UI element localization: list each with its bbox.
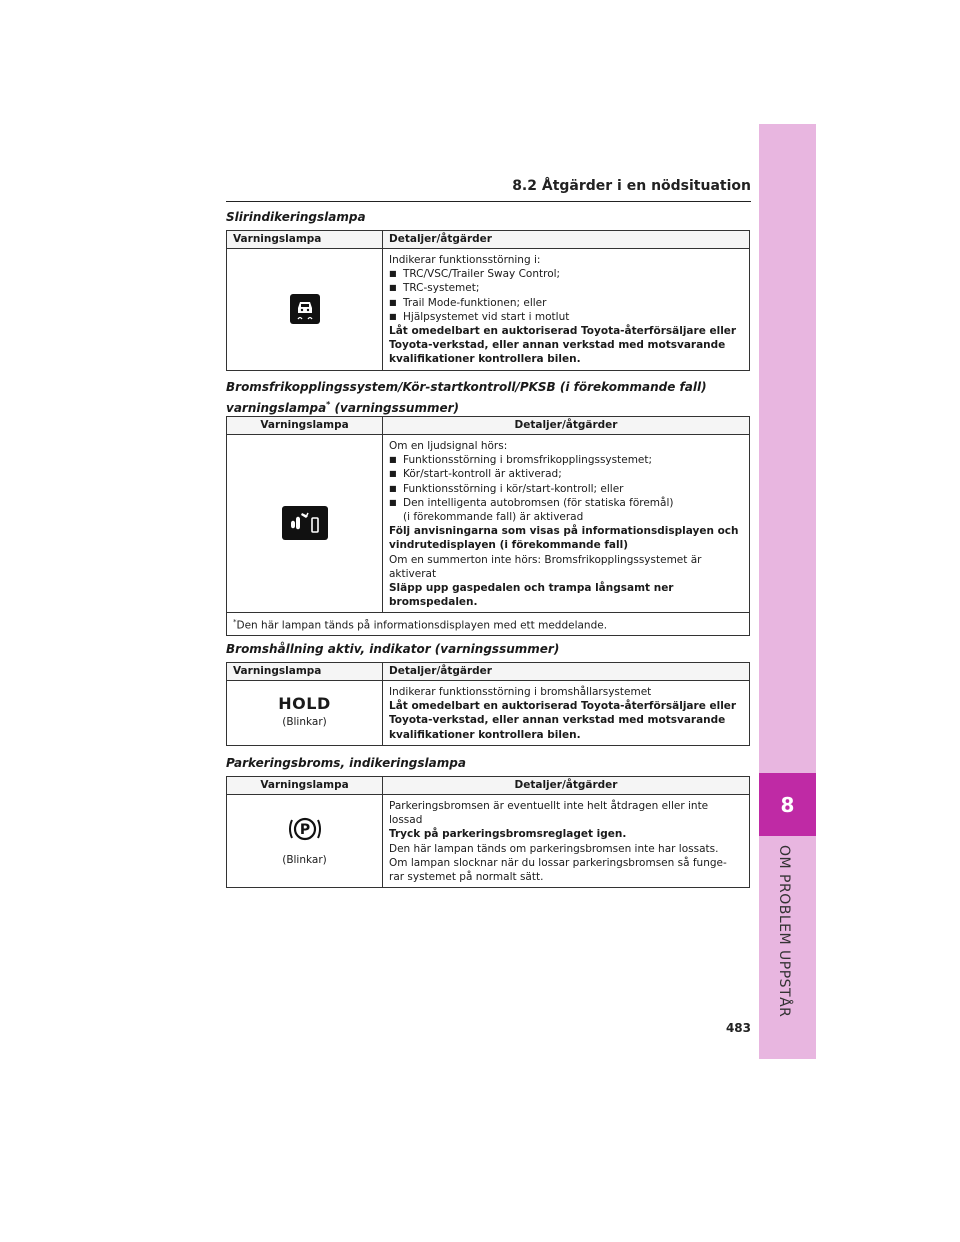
title-line: varningslampa [226,401,327,415]
footnote-marker: * [233,618,237,627]
detail-bullet: ■ Kör/start-kontroll är aktiverad; [389,467,743,481]
detail-bold: kvalifikationer kontrollera bilen. [389,728,581,741]
detail-text: Indikerar funktionsstörning i bromshållarsystemet [389,686,652,698]
detail-text: Om en summerton inte hörs: Bromsfrikopplingssystemet är [389,553,702,566]
chapter-label: OM PROBLEM UPPSTÅR [776,845,792,1018]
detail-bullet: ■ Funktionsstörning i kör/start-kontroll; eller [389,482,743,496]
chapter-number: 8 [759,773,816,836]
detail-bold: Tryck på parkeringsbromsreglaget igen. [389,828,627,841]
table-brake-release [226,416,750,636]
detail-text: Om en ljudsignal hörs: [389,440,508,452]
detail-bold: Låt omedelbart en auktoriserad Toyota-återförsäljare eller [389,325,737,338]
detail-bold: kvalifikationer kontrollera bilen. [389,353,581,366]
detail-text: Den här lampan tänds om parkeringsbromsen inte har lossats. [389,842,719,855]
lamp-cell [227,249,383,371]
section-title-slip: Slirindikeringslampa [226,210,366,224]
table-slip [226,230,750,371]
detail-bold: Toyota-verkstad, eller annan verkstad med motsvarande [389,339,726,352]
details-cell [383,249,750,371]
detail-bullet: ■ Funktionsstörning i bromsfrikopplingssystemet; [389,453,743,467]
detail-bold: Släpp upp gaspedalen och trampa långsamt ner [389,582,674,595]
detail-text: aktiverat [389,567,437,580]
table-footnote [227,613,750,636]
detail-bullet-continued: (i förekommande fall) är aktiverad [403,511,584,524]
col-header-details: Detaljer/åtgärder [383,417,750,435]
details-cell [383,681,750,746]
footnote-marker: * [326,400,331,409]
detail-bold: Följ anvisningarna som visas på informationsdisplayen och [389,525,739,538]
section-heading: 8.2 Åtgärder i en nödsituation [512,178,751,194]
parking-brake-icon [288,815,322,847]
section-title-parking-brake: Parkeringsbroms, indikeringslampa [226,756,466,770]
title-line: (varningssummer) [330,401,460,415]
col-header-details: Detaljer/åtgärder [383,231,750,249]
svg-text:P: P [299,821,310,838]
detail-text: Parkeringsbromsen är eventuellt inte helt åtdragen eller inte [389,800,709,812]
col-header-lamp: Varningslampa [227,417,383,435]
detail-text: rar systemet på normalt sätt. [389,871,544,884]
detail-bullet: ■ TRC-systemet; [389,281,743,295]
detail-bullet: ■ Trail Mode-funktionen; eller [389,296,743,310]
detail-text: Indikerar funktionsstörning i: [389,254,541,266]
lamp-cell [227,795,383,888]
slip-indicator-icon [290,294,320,324]
detail-bold: Toyota-verkstad, eller annan verkstad med motsvarande [389,714,726,727]
detail-text: lossad [389,814,423,827]
detail-bold: bromspedalen. [389,596,478,609]
section-title-brake-release [226,379,766,417]
detail-bullet: ■ TRC/VSC/Trailer Sway Control; [389,267,743,281]
col-header-details: Detaljer/åtgärder [383,663,750,681]
detail-bullet: ■ Den intelligenta autobromsen (för statiska föremål) [389,496,743,510]
hold-indicator-icon: HOLD [278,693,331,713]
lamp-note: (Blinkar) [282,854,327,867]
details-cell [383,795,750,888]
table-parking-brake [226,776,750,888]
detail-bullet: ■ Hjälpsystemet vid start i motlut [389,310,743,324]
pedal-warning-icon [282,506,328,540]
footnote-text: Den här lampan tänds på informationsdisplayen med ett meddelande. [236,619,608,632]
section-title-brake-hold: Bromshållning aktiv, indikator (varningssummer) [226,642,560,656]
lamp-cell [227,681,383,746]
detail-bold: vindrutedisplayen (i förekommande fall) [389,539,629,552]
lamp-note: (Blinkar) [282,715,327,728]
page-header [226,178,751,202]
lamp-cell [227,435,383,613]
col-header-lamp: Varningslampa [227,777,383,795]
page-number: 483 [725,1021,751,1035]
detail-bold: Låt omedelbart en auktoriserad Toyota-återförsäljare eller [389,700,737,713]
title-line: Bromsfrikopplingssystem/Kör-startkontroll/PKSB (i förekommande fall) [226,380,707,394]
table-brake-hold [226,662,750,746]
details-cell [383,435,750,613]
col-header-details: Detaljer/åtgärder [383,777,750,795]
col-header-lamp: Varningslampa [227,663,383,681]
col-header-lamp: Varningslampa [227,231,383,249]
detail-text: Om lampan slocknar när du lossar parkeringsbromsen så funge- [389,856,727,869]
